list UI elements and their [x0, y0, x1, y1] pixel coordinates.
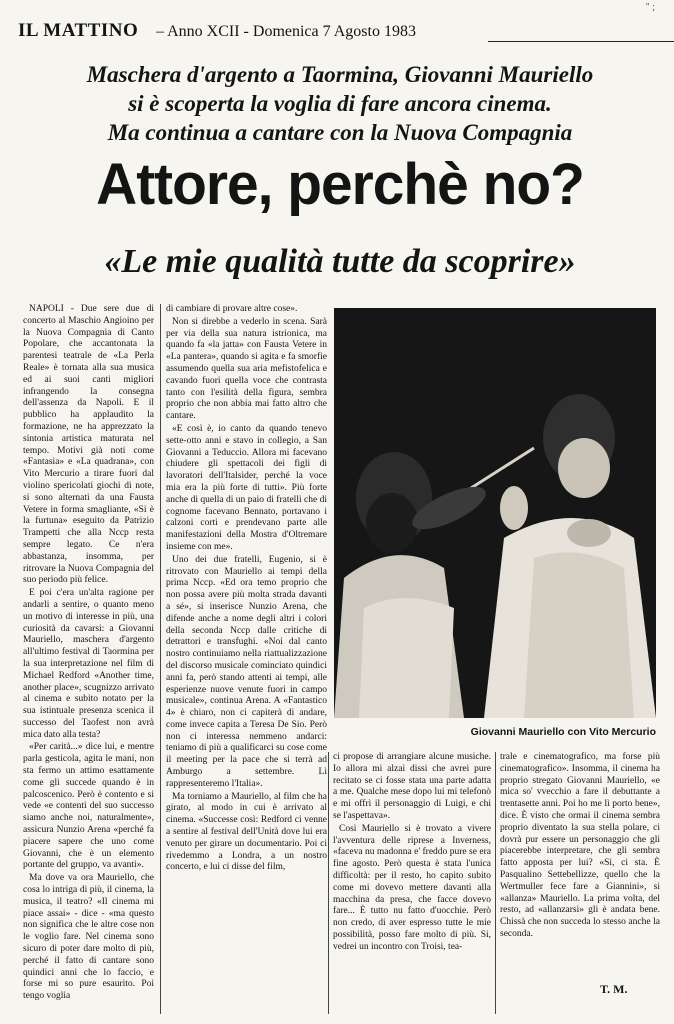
subheadline: «Le mie qualità tutte da scoprire» — [104, 243, 576, 280]
photo-image — [334, 308, 656, 718]
article-column-4 — [500, 752, 660, 941]
newspaper-name: IL MATTINO — [18, 20, 139, 41]
kicker-line: Ma continua a cantare con la Nuova Compagnia — [107, 120, 573, 145]
article-column-3 — [333, 752, 491, 954]
paragraph: Così Mauriello si è trovato a vivere l'avventura delle riprese a Inverness, «faceva nu madonna e' freddo pure se era fine agosto. Però questa è stata l'unica difficoltà: per il resto, ho capito subito come mi dovevo mettere davanti alla macchina da presa, che facce dovevo fare... È tutto nu fatto d'uocchie. Però non credo, di aver espresso tutte le mie possibilità, posso fare molto di più. Si, vedrei un incontro con Troisi, tea- — [333, 823, 491, 952]
article-column-2 — [166, 304, 327, 874]
corner-marks: '' ; — [646, 2, 655, 13]
kicker — [20, 60, 660, 147]
paragraph: trale e cinematografico, ma forse più cinematografico». Insomma, il cinema ha proprio stregato Giovanni Mauriello, «e mica so' vvecchio a fare il debuttante a trentasette anni. Poi ho me lì porto bene», dice. È visto che ormai il cinema sembra proprio diventato la sua stella polare, ci dovrà pur essere un personaggio che gli piacerebbe interpretare, che gli sembra fatto apposta per lui? «Sì, ci sta. È Pasqualino Settebellizze, quello che la Wertmuller fece fare a Giannini», si «allanza» Mauriello. La prima volta, del resto, ad «allanzarsi» gli è andata bene. Chissà che non succeda lo stesso anche la seconda. — [500, 752, 660, 939]
photo-mauriello-mercurio — [334, 308, 656, 718]
paragraph: Ma dove va ora Mauriello, che cosa lo intriga di più, il cinema, la musica, il teatro? «Il cinema mi piace assai» - dice - «ma questo non significa che le altre cose non le voglio fare. Nel cinema sono sicuro di poter dare molto di più, perché il fatto di cantare sono quindici anni che lo faccio, e forse mi so pure esaurito. Poi tengo voglia — [23, 873, 154, 1002]
paragraph: Uno dei due fratelli, Eugenio, si è ritrovato con Mauriello ai tempi della prima Nccp. «Ed ora temo proprio che non possa avere più molta strada davanti a sé», si inserisce Nunzio Arena, che difende anche a nome degli altri i colori della seconda Nccp dalle critiche di detrattori e transfughi. «Noi dal canto nostro continuiamo nella riattualizzazione del discorso musicale cominciato quindici anni fa, però stando attenti ai tempi, alle esperienze nuove venute fuori in campo musicale», continua Arena. A «Fantastico 4» è chiaro, non ci capiterà di andare, come invece capita a Teresa De Sio. Però non ci interessa nemmeno andarci: teniamo di più a qualificarci su cose come il meeting per la pace che si terrà ad Amburgo a settembre. Lì rappresenteremo l'Italia». — [166, 554, 327, 789]
author-signature: T. M. — [600, 982, 628, 996]
paragraph: Ma torniamo a Mauriello, al film che ha girato, al modo in cui è arrivato al cinema. «Successe così: Redford ci venne a sentire al festival dell'Unità dove lui era venuto per girare un documentario. Poi ci rivedemmo a Londra, a un nostro concerto, e lui ci disse del film, — [166, 791, 327, 873]
kicker-line: Maschera d'argento a Taormina, Giovanni Mauriello — [86, 62, 594, 87]
masthead — [18, 20, 663, 46]
paragraph: «E così è, io canto da quando tenevo sette-otto anni e stavo in collegio, a San Giovanni a Teduccio. Allora mi facevano chiudere gli spettacoli dei figli di lavoratori dell'Italsider, perché la voce mia era la più forte di tutti». Più forte anche di quella di un paio di fratelli che di cognome facevano Bennato, portavano i calzoni corti e prendevano parte alle manifestazioni della Mostra d'Oltremare insieme con me». — [166, 423, 327, 552]
headline: Attore, perchè no? — [96, 152, 584, 217]
paragraph: Non si direbbe a vederlo in scena. Sarà per via della sua natura istrionica, ma quando fa «la jatta» con Fausta Vetere in «La pantera», quando si agita e fa smorfie assumendo quella sua aria mefistofelica e cavando fuori quella voce che contrasta tanto con l'esilità della figura, sembra proprio che non abbia mai fatto altro che cantare. — [166, 316, 327, 422]
paragraph: di cambiare di provare altre cose». — [166, 304, 298, 314]
masthead-rule — [488, 41, 674, 42]
paragraph: ci propose di arrangiare alcune musiche. Io allora mi alzai dissi che avrei pure recitato se ci fosse stata una parte adatta a me. Qualche mese dopo lui mi telefonò e mi offrì il personaggio di Luigi, e chi se l'aspettava». — [333, 752, 491, 821]
column-rule — [495, 752, 496, 1014]
article-column-1 — [23, 304, 154, 1003]
paragraph: NAPOLI - Due sere due di concerto al Maschio Angioino per la Nuova Compagnia di Canto Popolare, che accantonata la parentesi teatrale de «La Perla Reale» è tornata alla sua musica ed ai suoi canti migliori infrangendo la consegna dell'assenza da Napoli. E il pubblico ha applaudito la formazione, ne ha apprezzato la sintonia artistica maturata nel tempo. Motivi già noti come «Fantasia» e «La quadrana», con Vito Mercurio a tirare fuori dal violino spericolati giochi di note, si sono alternati da una Fausta Vetere in forma smagliante, «Si è la furtuna» eseguito da Patrizio Trampetti che alla Nccp resta sempre legato. Ce n'era abbastanza, insomma, per ritrovare la Nuova Compagnia del suo periodo più felice. — [23, 304, 154, 586]
photo-caption: Giovanni Mauriello con Vito Mercurio — [470, 726, 656, 738]
column-rule — [160, 304, 161, 1014]
paragraph: E poi c'era un'alta ragione per andarli a sentire, o quanto meno un motivo di interesse in più, una curiosità da cavarsi: a Giovanni Mauriello, maschera d'argento all'ultimo festival di Taormina per la sua interpretazione nel film di Michael Redford «Another time, another place», scugnizzo arrivato al cinema e subito notato per la sua istintuale presenza scenica il successo del Taofest non avrà mica dato alla testa? — [23, 588, 154, 740]
column-rule — [328, 752, 329, 1014]
dateline: – Anno XCII - Domenica 7 Agosto 1983 — [156, 23, 416, 40]
paragraph: «Per carità...» dice lui, e mentre parla gesticola, agita le mani, non sta fermo un attimo esattamente come gli succede quando è in palcoscenico. Però è contento e si vede «e contenti del suo successo siamo anche noi, naturalmente», assicura Nunzio Arena «perché fa piacere sapere che uno come Giovanni, che è un elemento portante del gruppo, va avanti». — [23, 742, 154, 871]
kicker-line: si è scoperta la voglia di fare ancora cinema. — [128, 91, 552, 116]
